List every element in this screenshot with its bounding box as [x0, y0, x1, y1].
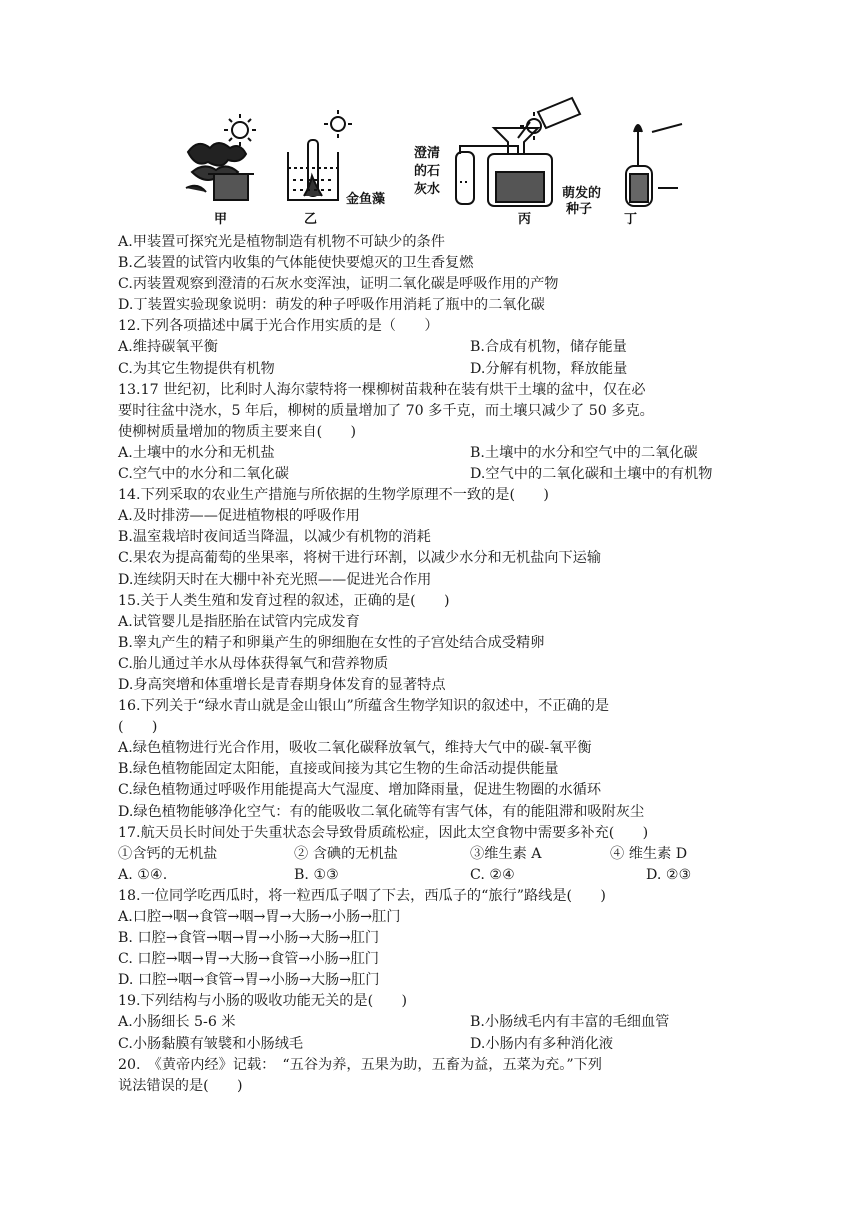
q11-option-d: D.丁装置实验现象说明：萌发的种子呼吸作用消耗了瓶中的二氧化碳 [118, 297, 545, 314]
seed-bottle-candle-icon [626, 124, 682, 206]
figure-label-bing: 丙 [518, 212, 532, 227]
q17-item-4: ④ 维生素 D [610, 845, 688, 862]
q12-option-a: A.维持碳氧平衡 [118, 339, 218, 356]
q19-stem: 19.下列结构与小肠的吸收功能无关的是( ) [118, 993, 408, 1010]
q17-stem: 17.航天员长时间处于失重状态会导致骨质疏松症，因此太空食物中需要多补充( ) [118, 824, 649, 841]
q18-option-a: A.口腔→咽→食管→咽→胃→大肠→小肠→肛门 [118, 909, 401, 925]
q18-option-d: D. 口腔→咽→食管→胃→小肠→大肠→肛门 [118, 972, 380, 989]
q13-options-row1 [118, 443, 758, 464]
seed-label-2: 种子 [566, 202, 593, 217]
q13-option-b: B.土壤中的水分和空气中的二氧化碳 [470, 444, 698, 461]
q13-option-d: D.空气中的二氧化碳和土壤中的有机物 [470, 466, 713, 483]
q19-option-c: C.小肠黏膜有皱襞和小肠绒毛 [118, 1035, 304, 1052]
limewater-label-3: 灰水 [414, 182, 441, 197]
goldfish-algae-label: 金鱼藻 [346, 192, 386, 207]
q19-option-b: B.小肠绒毛内有丰富的毛细血管 [470, 1014, 670, 1031]
q13-stem-1: 13.17 世纪初，比利时人海尔蒙特将一棵柳树苗栽种在装有烘干土壤的盆中，仅在必 [118, 381, 646, 398]
q19-option-d: D.小肠内有多种消化液 [470, 1035, 614, 1052]
q11-option-a: A.甲装置可探究光是植物制造有机物不可缺少的条件 [118, 234, 445, 250]
q17-items-row [118, 844, 758, 865]
question-text [118, 232, 758, 1097]
q16-option-d: D.绿色植物能够净化空气：有的能吸收二氧化硫等有害气体，有的能阻滞和吸附灰尘 [118, 803, 645, 820]
q12-stem: 12.下列各项描述中属于光合作用实质的是（ ） [118, 318, 439, 335]
q15-option-d: D.身高突增和体重增长是青春期身体发育的显著特点 [118, 676, 446, 693]
q15-stem: 15.关于人类生殖和发育过程的叙述，正确的是( ) [118, 592, 450, 609]
q14-option-b: B.温室栽培时夜间适当降温，以减少有机物的消耗 [118, 529, 431, 546]
q20-stem-2: 说法错误的是( ) [118, 1077, 243, 1094]
q14-option-c: C.果农为提高葡萄的坐果率，将树干进行环割，以减少水分和无机盐向下运输 [118, 550, 602, 567]
q20-stem-1: 20. 《黄帝内经》记载： “五谷为养，五果为助，五畜为益，五菜为充。”下列 [118, 1056, 602, 1073]
sun-icon [224, 114, 256, 146]
q16-stem-2: ( ) [118, 719, 158, 736]
q17-option-c: C. ②④ [470, 866, 515, 883]
sun-icon [324, 110, 352, 138]
q12-options-row2 [118, 359, 758, 380]
q14-option-d: D.连续阴天时在大棚中补充光照——促进光合作用 [118, 571, 432, 588]
q17-options-row [118, 865, 758, 886]
q13-stem-2: 要时往盆中浇水，5 年后，柳树的质量增加了 70 多千克，而土壤只减少了 50 多克。 [118, 402, 654, 419]
q12-option-c: C.为其它生物提供有机物 [118, 360, 275, 377]
q17-option-a: A. ①④. [118, 866, 168, 883]
q12-option-b: B.合成有机物，储存能量 [470, 339, 627, 356]
q16-stem-1: 16.下列关于“绿水青山就是金山银山”所蕴含生物学知识的叙述中，不正确的是 [118, 698, 610, 715]
figure-label-ding: 丁 [624, 212, 638, 227]
q18-stem: 18.一位同学吃西瓜时，将一粒西瓜子咽了下去，西瓜子的“旅行”路线是( ) [118, 887, 606, 904]
q17-option-d: D. ②③ [646, 866, 692, 883]
q14-stem: 14.下列采取的农业生产措施与所依据的生物学原理不一致的是( ) [118, 487, 549, 504]
q16-option-c: C.绿色植物通过呼吸作用能提高大气湿度、增加降雨量，促进生物圈的水循环 [118, 782, 602, 799]
q13-options-row2 [118, 464, 758, 485]
limewater-label-2: 的石 [414, 164, 441, 179]
q17-option-b: B. ①③ [294, 866, 339, 883]
q15-option-c: C.胎儿通过羊水从母体获得氧气和营养物质 [118, 655, 389, 672]
q16-option-a: A.绿色植物进行光合作用，吸收二氧化碳释放氧气，维持大气中的碳-氧平衡 [118, 740, 592, 757]
q13-option-a: A.土壤中的水分和无机盐 [118, 444, 275, 461]
beaker-test-tube-icon [288, 140, 338, 200]
q11-option-c: C.丙装置观察到澄清的石灰水变浑浊，证明二氧化碳是呼吸作用的产物 [118, 276, 559, 293]
q15-option-b: B.睾丸产生的精子和卵巢产生的卵细胞在女性的子宫处结合成受精卵 [118, 634, 545, 651]
q12-options-row1 [118, 337, 758, 358]
q19-option-a: A.小肠细长 5-6 米 [118, 1014, 236, 1031]
q18-option-c: C. 口腔→咽→胃→大肠→食管→小肠→肛门 [118, 951, 379, 968]
figure-label-jia: 甲 [214, 212, 228, 227]
q17-item-3: ③维生素 A [470, 845, 542, 862]
q11-option-b: B.乙装置的试管内收集的气体能使快要熄灭的卫生香复燃 [118, 255, 474, 272]
potted-plant-icon [186, 143, 254, 200]
q16-option-b: B.绿色植物能固定太阳能，直接或间接为其它生物的生命活动提供能量 [118, 761, 559, 778]
q12-option-d: D.分解有机物，释放能量 [470, 360, 628, 377]
q17-item-2: ② 含碘的无机盐 [294, 845, 398, 862]
q15-option-a: A.试管婴儿是指胚胎在试管内完成发育 [118, 613, 360, 630]
seed-label-1: 萌发的 [562, 186, 602, 201]
q14-option-a: A.及时排涝——促进植物根的呼吸作用 [118, 508, 360, 525]
q13-stem-3: 使柳树质量增加的物质主要来自( ) [118, 423, 357, 440]
experiment-figure [178, 92, 690, 230]
limewater-label-1: 澄清 [414, 146, 441, 161]
q17-item-1: ①含钙的无机盐 [118, 845, 218, 862]
q19-options-row2 [118, 1034, 758, 1055]
q18-option-b: B. 口腔→食管→咽→胃→小肠→大肠→肛门 [118, 930, 380, 947]
q13-option-c: C.空气中的水分和二氧化碳 [118, 466, 289, 483]
figure-label-yi: 乙 [304, 212, 318, 227]
q19-options-row1 [118, 1012, 758, 1033]
